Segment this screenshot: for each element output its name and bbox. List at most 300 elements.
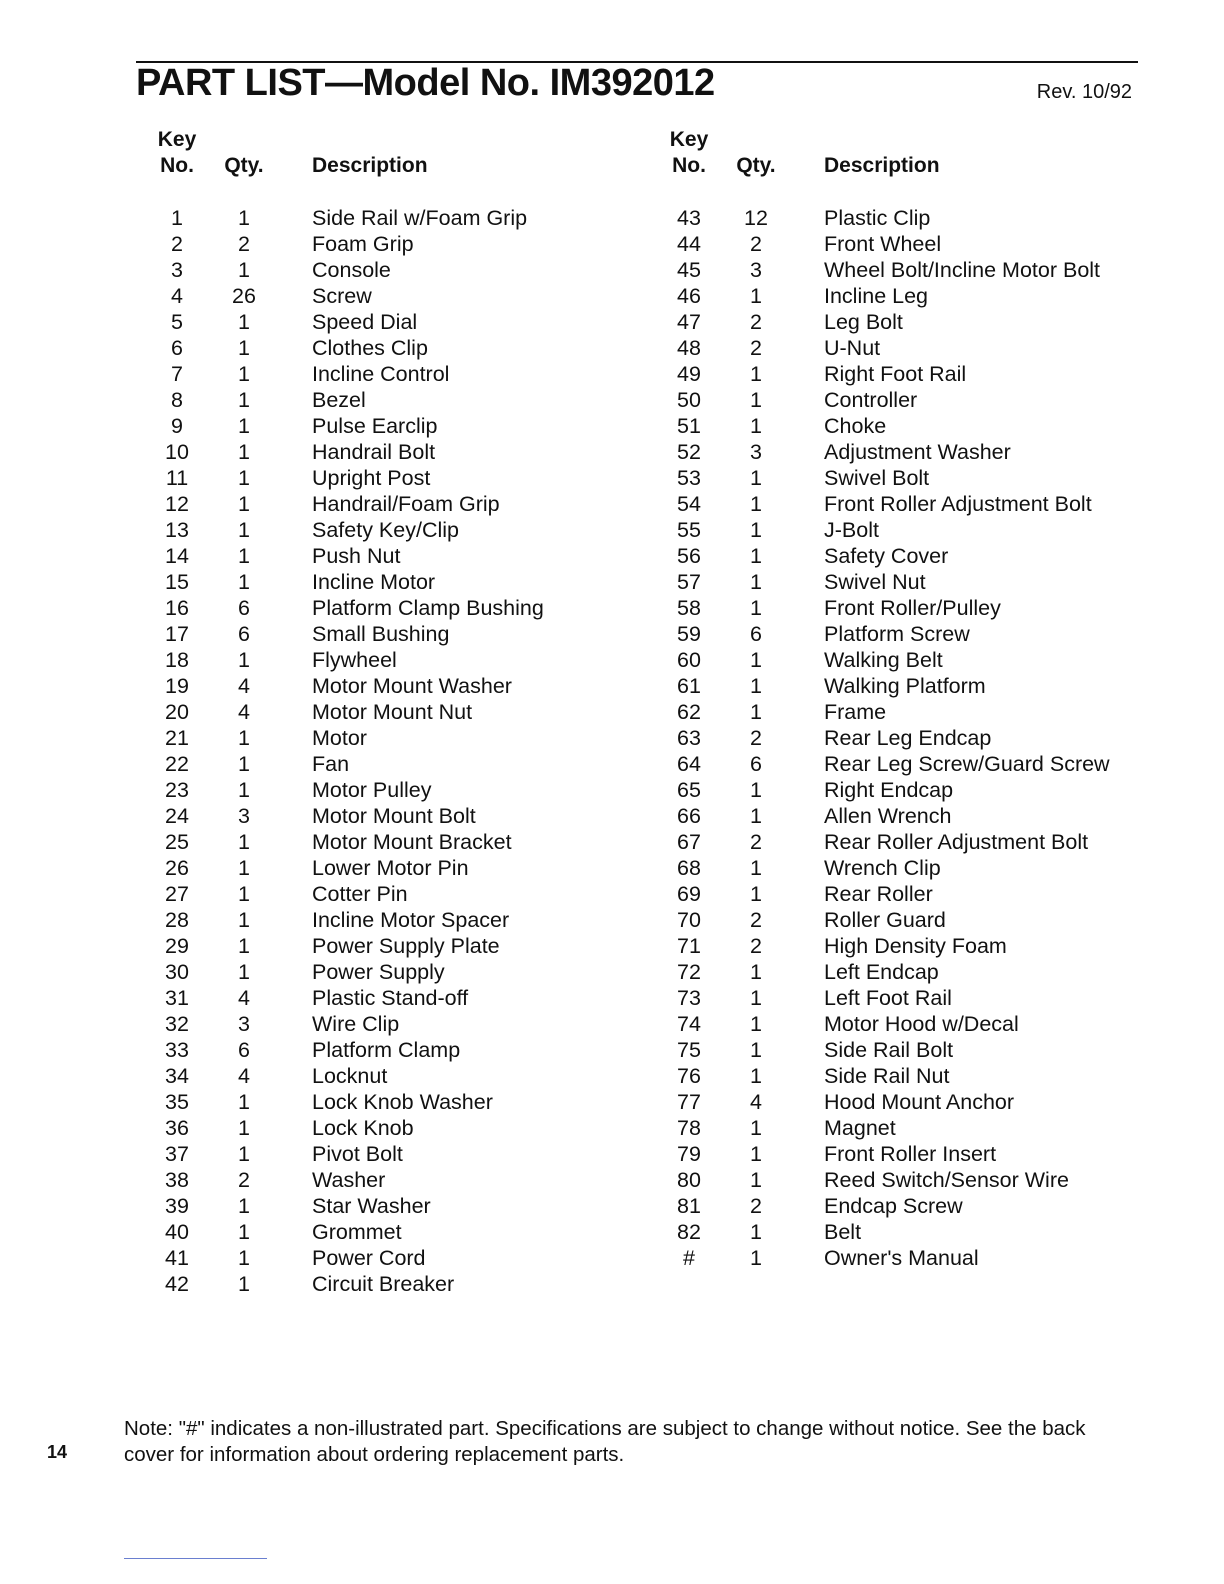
part-description: Push Nut	[312, 544, 401, 568]
part-quantity: 1	[238, 518, 250, 542]
part-row	[662, 413, 1132, 439]
part-quantity: 2	[750, 232, 762, 256]
part-row	[662, 985, 1132, 1011]
part-quantity: 1	[238, 362, 250, 386]
part-key-number: 60	[677, 648, 701, 672]
part-row	[150, 517, 580, 543]
part-quantity: 1	[238, 466, 250, 490]
part-key-number: 56	[677, 544, 701, 568]
part-description: Safety Cover	[824, 544, 949, 568]
part-quantity: 1	[750, 388, 762, 412]
part-quantity: 1	[238, 310, 250, 334]
part-description: Controller	[824, 388, 918, 412]
part-row	[150, 465, 580, 491]
part-description: Upright Post	[312, 466, 431, 490]
column-header	[150, 127, 580, 185]
part-row	[662, 1115, 1132, 1141]
part-quantity: 2	[238, 232, 250, 256]
part-description: Lower Motor Pin	[312, 856, 469, 880]
part-description: Handrail Bolt	[312, 440, 436, 464]
part-description: Handrail/Foam Grip	[312, 492, 500, 516]
part-description: Walking Belt	[824, 648, 943, 672]
part-key-number: 9	[171, 414, 183, 438]
part-description: Choke	[824, 414, 887, 438]
part-quantity: 1	[238, 960, 250, 984]
part-quantity: 6	[750, 752, 762, 776]
part-description: Small Bushing	[312, 622, 450, 646]
bottom-divider	[124, 1558, 267, 1559]
parts-list-right	[662, 205, 1132, 1271]
part-key-number: 30	[165, 960, 189, 984]
part-description: Lock Knob Washer	[312, 1090, 493, 1114]
part-quantity: 1	[750, 882, 762, 906]
part-row	[150, 1245, 580, 1271]
part-key-number: 25	[165, 830, 189, 854]
part-row	[662, 725, 1132, 751]
part-row	[662, 1219, 1132, 1245]
part-row	[662, 959, 1132, 985]
part-quantity: 1	[238, 1246, 250, 1270]
part-description: Screw	[312, 284, 372, 308]
part-description: J-Bolt	[824, 518, 879, 542]
part-quantity: 1	[750, 1064, 762, 1088]
part-key-number: 22	[165, 752, 189, 776]
part-key-number: 55	[677, 518, 701, 542]
part-key-number: 31	[165, 986, 189, 1010]
part-quantity: 1	[750, 570, 762, 594]
part-quantity: 1	[750, 1246, 762, 1270]
part-quantity: 1	[750, 856, 762, 880]
part-description: Motor Mount Nut	[312, 700, 473, 724]
part-row	[662, 257, 1132, 283]
part-row	[662, 881, 1132, 907]
part-description: Power Supply	[312, 960, 445, 984]
part-key-number: 61	[677, 674, 701, 698]
part-key-number: 78	[677, 1116, 701, 1140]
part-quantity: 2	[750, 726, 762, 750]
part-row	[150, 205, 580, 231]
part-quantity: 2	[750, 830, 762, 854]
part-row	[150, 309, 580, 335]
part-quantity: 1	[750, 518, 762, 542]
part-row	[662, 673, 1132, 699]
part-key-number: 51	[677, 414, 701, 438]
part-key-number: 57	[677, 570, 701, 594]
part-row	[662, 1245, 1132, 1271]
part-row	[662, 1167, 1132, 1193]
part-row	[150, 777, 580, 803]
part-quantity: 26	[232, 284, 256, 308]
part-row	[662, 335, 1132, 361]
part-row	[662, 1011, 1132, 1037]
part-key-number: 6	[171, 336, 183, 360]
part-quantity: 2	[750, 310, 762, 334]
part-quantity: 3	[750, 440, 762, 464]
part-key-number: 29	[165, 934, 189, 958]
part-description: Clothes Clip	[312, 336, 428, 360]
part-row	[150, 1115, 580, 1141]
key-header-no: No.	[672, 154, 706, 177]
part-key-number: 63	[677, 726, 701, 750]
part-description: Pulse Earclip	[312, 414, 438, 438]
part-row	[150, 1037, 580, 1063]
part-quantity: 1	[750, 362, 762, 386]
part-quantity: 1	[750, 648, 762, 672]
part-quantity: 1	[750, 700, 762, 724]
part-row	[150, 829, 580, 855]
part-quantity: 1	[238, 1142, 250, 1166]
part-description: Power Cord	[312, 1246, 426, 1270]
part-quantity: 1	[750, 284, 762, 308]
parts-list-left	[150, 205, 580, 1297]
part-key-number: 23	[165, 778, 189, 802]
part-key-number: 54	[677, 492, 701, 516]
part-quantity: 1	[238, 778, 250, 802]
part-row	[662, 1089, 1132, 1115]
part-key-number: 32	[165, 1012, 189, 1036]
part-description: Plastic Clip	[824, 206, 931, 230]
part-row	[150, 1063, 580, 1089]
part-quantity: 3	[238, 1012, 250, 1036]
part-key-number: 76	[677, 1064, 701, 1088]
part-quantity: 1	[238, 1116, 250, 1140]
part-key-number: 1	[171, 206, 183, 230]
part-key-number: 18	[165, 648, 189, 672]
part-description: Front Roller/Pulley	[824, 596, 1001, 620]
part-key-number: 16	[165, 596, 189, 620]
key-header-no: No.	[160, 154, 194, 177]
part-row	[662, 855, 1132, 881]
part-row	[150, 413, 580, 439]
part-row	[150, 985, 580, 1011]
part-key-number: 5	[171, 310, 183, 334]
part-key-number: 27	[165, 882, 189, 906]
part-row	[150, 257, 580, 283]
part-row	[150, 959, 580, 985]
part-description: Incline Motor	[312, 570, 436, 594]
part-description: Front Roller Insert	[824, 1142, 997, 1166]
part-description: Lock Knob	[312, 1116, 414, 1140]
part-quantity: 2	[750, 336, 762, 360]
key-header-top: Key	[669, 128, 709, 151]
part-description: Incline Control	[312, 362, 450, 386]
part-key-number: 48	[677, 336, 701, 360]
part-row	[662, 231, 1132, 257]
qty-header: Qty.	[224, 154, 264, 177]
part-row	[150, 569, 580, 595]
part-description: Foam Grip	[312, 232, 414, 256]
column-header	[662, 127, 1132, 185]
part-description: Rear Leg Screw/Guard Screw	[824, 752, 1110, 776]
part-row	[662, 933, 1132, 959]
part-quantity: 4	[238, 1064, 250, 1088]
part-key-number: 64	[677, 752, 701, 776]
part-description: Fan	[312, 752, 350, 776]
part-row	[662, 803, 1132, 829]
part-quantity: 1	[238, 1272, 250, 1296]
part-key-number: 38	[165, 1168, 189, 1192]
part-key-number: 37	[165, 1142, 189, 1166]
part-quantity: 1	[750, 1168, 762, 1192]
part-key-number: 10	[165, 440, 189, 464]
part-description: Roller Guard	[824, 908, 946, 932]
part-quantity: 1	[750, 1012, 762, 1036]
part-row	[150, 439, 580, 465]
part-key-number: 42	[165, 1272, 189, 1296]
part-row	[662, 621, 1132, 647]
part-description: Circuit Breaker	[312, 1272, 455, 1296]
part-key-number: 65	[677, 778, 701, 802]
part-description: Endcap Screw	[824, 1194, 963, 1218]
part-key-number: 21	[165, 726, 189, 750]
part-description: Magnet	[824, 1116, 896, 1140]
part-key-number: 7	[171, 362, 183, 386]
part-description: Pivot Bolt	[312, 1142, 403, 1166]
part-quantity: 4	[238, 674, 250, 698]
part-description: Motor Mount Bolt	[312, 804, 476, 828]
part-row	[662, 751, 1132, 777]
part-description: Bezel	[312, 388, 366, 412]
part-quantity: 1	[238, 544, 250, 568]
part-row	[662, 465, 1132, 491]
part-row	[150, 1141, 580, 1167]
part-row	[662, 491, 1132, 517]
part-description: High Density Foam	[824, 934, 1007, 958]
part-quantity: 4	[750, 1090, 762, 1114]
part-row	[150, 1271, 580, 1297]
part-row	[662, 387, 1132, 413]
part-key-number: 14	[165, 544, 189, 568]
part-row	[662, 361, 1132, 387]
part-quantity: 1	[750, 596, 762, 620]
part-description: Right Endcap	[824, 778, 954, 802]
part-quantity: 6	[238, 1038, 250, 1062]
part-key-number: 46	[677, 284, 701, 308]
part-description: Rear Roller	[824, 882, 933, 906]
part-key-number: 75	[677, 1038, 701, 1062]
part-description: Motor Hood w/Decal	[824, 1012, 1019, 1036]
part-row	[662, 283, 1132, 309]
part-description: Rear Roller Adjustment Bolt	[824, 830, 1089, 854]
part-quantity: 6	[238, 596, 250, 620]
part-key-number: 19	[165, 674, 189, 698]
part-key-number: 17	[165, 622, 189, 646]
part-quantity: 4	[238, 700, 250, 724]
part-quantity: 1	[750, 1142, 762, 1166]
part-description: Swivel Nut	[824, 570, 926, 594]
part-key-number: 49	[677, 362, 701, 386]
part-quantity: 1	[238, 570, 250, 594]
part-row	[150, 543, 580, 569]
part-row	[662, 1063, 1132, 1089]
part-quantity: 1	[750, 544, 762, 568]
description-header: Description	[824, 154, 940, 177]
part-key-number: 79	[677, 1142, 701, 1166]
part-key-number: 68	[677, 856, 701, 880]
part-row	[662, 439, 1132, 465]
part-description: Frame	[824, 700, 887, 724]
part-row	[150, 361, 580, 387]
part-description: Owner's Manual	[824, 1246, 979, 1270]
part-row	[150, 803, 580, 829]
revision-label: Rev. 10/92	[1036, 81, 1132, 103]
part-key-number: 62	[677, 700, 701, 724]
part-quantity: 1	[238, 752, 250, 776]
part-key-number: 39	[165, 1194, 189, 1218]
key-header-top: Key	[157, 128, 197, 151]
part-description: Plastic Stand-off	[312, 986, 469, 1010]
part-row	[150, 881, 580, 907]
part-description: Incline Motor Spacer	[312, 908, 510, 932]
part-key-number: 82	[677, 1220, 701, 1244]
part-key-number: 24	[165, 804, 189, 828]
part-quantity: 1	[750, 778, 762, 802]
part-quantity: 1	[238, 336, 250, 360]
part-key-number: 36	[165, 1116, 189, 1140]
part-row	[150, 387, 580, 413]
part-description: Side Rail w/Foam Grip	[312, 206, 528, 230]
part-quantity: 2	[750, 908, 762, 932]
part-description: Reed Switch/Sensor Wire	[824, 1168, 1069, 1192]
part-row	[662, 1193, 1132, 1219]
part-key-number: 58	[677, 596, 701, 620]
part-key-number: 77	[677, 1090, 701, 1114]
part-key-number: 44	[677, 232, 701, 256]
part-description: Speed Dial	[312, 310, 418, 334]
part-key-number: 12	[165, 492, 189, 516]
part-quantity: 1	[750, 804, 762, 828]
part-description: Platform Clamp Bushing	[312, 596, 544, 620]
part-row	[150, 647, 580, 673]
part-quantity: 2	[238, 1168, 250, 1192]
part-description: Left Foot Rail	[824, 986, 952, 1010]
part-description: Incline Leg	[824, 284, 928, 308]
part-quantity: 1	[750, 986, 762, 1010]
part-key-number: 72	[677, 960, 701, 984]
part-key-number: 41	[165, 1246, 189, 1270]
part-description: Platform Clamp	[312, 1038, 461, 1062]
part-key-number: 53	[677, 466, 701, 490]
part-quantity: 1	[750, 674, 762, 698]
part-quantity: 1	[238, 1220, 250, 1244]
part-row	[662, 595, 1132, 621]
part-quantity: 1	[238, 726, 250, 750]
part-quantity: 1	[238, 908, 250, 932]
part-row	[662, 569, 1132, 595]
part-row	[662, 777, 1132, 803]
part-row	[662, 699, 1132, 725]
part-key-number: 13	[165, 518, 189, 542]
part-description: Wheel Bolt/Incline Motor Bolt	[824, 258, 1101, 282]
part-row	[150, 283, 580, 309]
part-key-number: 73	[677, 986, 701, 1010]
part-quantity: 1	[238, 206, 250, 230]
part-description: Flywheel	[312, 648, 397, 672]
part-quantity: 1	[750, 1116, 762, 1140]
part-row	[662, 829, 1132, 855]
part-row	[150, 907, 580, 933]
part-description: Allen Wrench	[824, 804, 952, 828]
part-row	[150, 1089, 580, 1115]
part-quantity: 1	[750, 414, 762, 438]
part-key-number: 2	[171, 232, 183, 256]
part-description: Walking Platform	[824, 674, 986, 698]
part-description: Side Rail Bolt	[824, 1038, 954, 1062]
part-key-number: 59	[677, 622, 701, 646]
part-description: Hood Mount Anchor	[824, 1090, 1015, 1114]
part-quantity: 3	[750, 258, 762, 282]
qty-header: Qty.	[736, 154, 776, 177]
footnote: Note: "#" indicates a non-illustrated part. Specifications are subject to change without notice. See the back cover for information about ordering replacement parts.	[124, 1417, 1086, 1466]
part-description: Front Roller Adjustment Bolt	[824, 492, 1092, 516]
part-description: U-Nut	[824, 336, 881, 360]
part-key-number: 3	[171, 258, 183, 282]
part-quantity: 1	[750, 1038, 762, 1062]
part-description: Console	[312, 258, 391, 282]
part-key-number: 33	[165, 1038, 189, 1062]
part-key-number: 69	[677, 882, 701, 906]
description-header: Description	[312, 154, 428, 177]
part-key-number: 4	[171, 284, 183, 308]
part-key-number: 70	[677, 908, 701, 932]
part-row	[150, 1167, 580, 1193]
part-description: Motor	[312, 726, 367, 750]
part-row	[150, 1193, 580, 1219]
part-description: Wrench Clip	[824, 856, 941, 880]
part-row	[150, 699, 580, 725]
page-number: 14	[47, 1442, 68, 1462]
part-quantity: 1	[238, 1194, 250, 1218]
part-quantity: 1	[238, 440, 250, 464]
part-quantity: 1	[238, 856, 250, 880]
part-quantity: 1	[750, 960, 762, 984]
part-row	[662, 907, 1132, 933]
part-key-number: 40	[165, 1220, 189, 1244]
part-quantity: 1	[238, 934, 250, 958]
part-description: Belt	[824, 1220, 862, 1244]
part-description: Right Foot Rail	[824, 362, 967, 386]
part-key-number: 80	[677, 1168, 701, 1192]
part-row	[150, 855, 580, 881]
part-key-number: 43	[677, 206, 701, 230]
part-row	[150, 725, 580, 751]
parts-column-right	[662, 127, 1132, 1270]
part-description: Leg Bolt	[824, 310, 903, 334]
part-quantity: 2	[750, 934, 762, 958]
part-description: Power Supply Plate	[312, 934, 500, 958]
part-key-number: 15	[165, 570, 189, 594]
part-row	[150, 231, 580, 257]
part-row	[150, 621, 580, 647]
part-description: Motor Mount Bracket	[312, 830, 512, 854]
part-description: Star Washer	[312, 1194, 431, 1218]
part-description: Motor Pulley	[312, 778, 432, 802]
part-description: Rear Leg Endcap	[824, 726, 992, 750]
part-row	[150, 491, 580, 517]
part-description: Safety Key/Clip	[312, 518, 459, 542]
part-description: Swivel Bolt	[824, 466, 930, 490]
part-key-number: 66	[677, 804, 701, 828]
page-title: PART LIST—Model No. IM392012	[136, 62, 715, 104]
part-quantity: 3	[238, 804, 250, 828]
part-row	[150, 933, 580, 959]
part-quantity: 1	[238, 830, 250, 854]
part-quantity: 1	[750, 492, 762, 516]
part-description: Washer	[312, 1168, 386, 1192]
part-quantity: 1	[238, 414, 250, 438]
part-row	[150, 1011, 580, 1037]
part-key-number: #	[683, 1246, 695, 1270]
